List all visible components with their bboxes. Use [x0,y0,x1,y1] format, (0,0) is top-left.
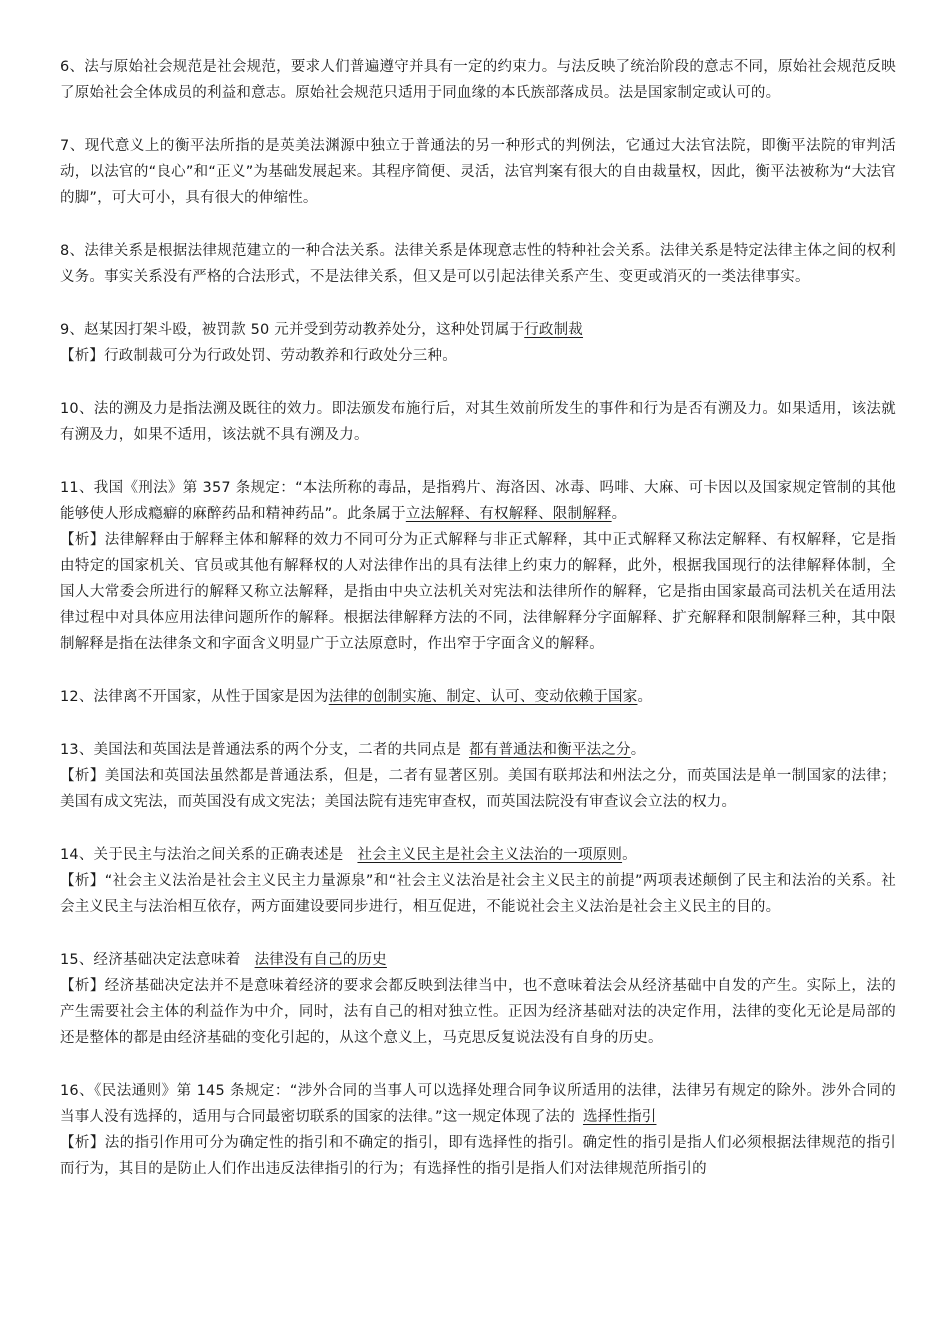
item-13 [60,737,896,815]
answer-underlined: 都有普通法和衡平法之分 [469,742,631,758]
item-7 [60,133,896,211]
item-text: 10、法的溯及力是指法溯及既往的效力。即法颁发布施行后，对其生效前所发生的事件和行为是否有溯及力。如果适用，该法就有溯及力，如果不适用，该法就不具有溯及力。 [60,401,896,443]
document-page [60,54,896,1209]
item-analysis: 【析】法律解释由于解释主体和解释的效力不同可分为正式解释与非正式解释，其中正式解释又称法定解释、有权解释，它是指由特定的国家机关、官员或其他有解释权的人对法律作出的具有法律上约束力的解释，此外，根据我国现行的法律解释体制，全国人大常委会所进行的解释又称立法解释，是指由中央立法机关对宪法和法律所作的解释，它是指由国家最高司法机关在适用法律过程中对具体应用法律问题所作的解释。根据法律解释方法的不同，法律解释分字面解释、扩充解释和限制解释三种，其中限制解释是指在法律条文和字面含义明显广于立法原意时，作出窄于字面含义的解释。 [60,532,896,652]
item-analysis: 【析】“社会主义法治是社会主义民主力量源泉”和“社会主义法治是社会主义民主的前提”两项表述颠倒了民主和法治的关系。社会主义民主与法治相互依存，两方面建设要同步进行，相互促进，不能说社会主义法治是社会主义民主的目的。 [60,873,896,915]
item-analysis: 【析】行政制裁可分为行政处罚、劳动教养和行政处分三种。 [60,348,457,364]
item-question [60,737,896,763]
answer-underlined: 立法解释、有权解释、限制解释 [405,506,612,522]
item-15 [60,947,896,1051]
item-analysis: 【析】经济基础决定法并不是意味着经济的要求会都反映到法律当中，也不意味着法会从经济基础中自发的产生。实际上，法的产生需要社会主体的利益作为中介，同时，法有自己的相对独立性。正因为经济基础对法的决定作用，法律的变化无论是局部的还是整体的都是由经济基础的变化引起的，从这个意义上，马克思反复说法没有自身的历史。 [60,978,896,1046]
answer-underlined: 选择性指引 [582,1109,657,1125]
question-tail: 。 [630,742,646,758]
answer-underlined: 行政制裁 [524,322,584,338]
item-question [60,1078,896,1130]
question-tail: 。 [637,689,653,705]
item-12 [60,684,896,710]
item-8 [60,238,896,290]
item-question [60,475,896,527]
question-tail: 。 [611,506,627,522]
question-text: 13、美国法和英国法是普通法系的两个分支，二者的共同点是 [60,742,462,758]
item-11 [60,475,896,657]
answer-underlined: 社会主义民主是社会主义法治的一项原则 [357,847,623,863]
item-question [60,947,896,973]
item-analysis: 【析】法的指引作用可分为确定性的指引和不确定的指引，即有选择性的指引。确定性的指引是指人们必须根据法律规范的指引而行为，其目的是防止人们作出违反法律指引的行为；有选择性的指引是指人们对法律规范所指引的 [60,1135,896,1177]
item-9 [60,317,896,369]
item-analysis: 【析】美国法和英国法虽然都是普通法系，但是，二者有显著区别。美国有联邦法和州法之分，而英国法是单一制国家的法律；美国有成文宪法，而英国没有成文宪法；美国法院有违宪审查权，而英国法院没有审查议会立法的权力。 [60,768,896,810]
item-16 [60,1078,896,1182]
item-question [60,317,896,343]
item-10 [60,396,896,448]
question-text: 16、《民法通则》第 145 条规定：“涉外合同的当事人可以选择处理合同争议所适用的法律，法律另有规定的除外。涉外合同的当事人没有选择的，适用与合同最密切联系的国家的法律。”这一规定体现了法的 [60,1083,896,1125]
answer-underlined: 法律没有自己的历史 [254,952,387,968]
item-question [60,684,896,710]
question-text: 9、赵某因打架斗殴，被罚款 50 元并受到劳动教养处分，这种处罚属于 [60,322,525,338]
question-text: 15、经济基础决定法意味着 [60,952,241,968]
item-question [60,842,896,868]
item-6 [60,54,896,106]
question-tail: 。 [622,847,637,863]
question-text: 14、关于民主与法治之间关系的正确表述是 [60,847,344,863]
item-text: 8、法律关系是根据法律规范建立的一种合法关系。法律关系是体现意志性的特种社会关系。法律关系是特定法律主体之间的权利义务。事实关系没有严格的合法形式，不是法律关系，但又是可以引起法律关系产生、变更或消灭的一类法律事实。 [60,243,896,285]
question-text: 12、法律离不开国家，从性于国家是因为 [60,689,329,705]
item-14 [60,842,896,920]
question-text: 11、我国《刑法》第 357 条规定：“本法所称的毒品，是指鸦片、海洛因、冰毒、吗啡、大麻、可卡因以及国家规定管制的其他能够使人形成瘾癖的麻醉药品和精神药品”。此条属于 [60,480,896,522]
item-text: 6、法与原始社会规范是社会规范，要求人们普遍遵守并具有一定的约束力。与法反映了统治阶段的意志不同，原始社会规范反映了原始社会全体成员的利益和意志。原始社会规范只适用于同血缘的本氏族部落成员。法是国家制定或认可的。 [60,59,896,101]
answer-underlined: 法律的创制实施、制定、认可、变动依赖于国家 [328,689,638,705]
item-text: 7、现代意义上的衡平法所指的是英美法渊源中独立于普通法的另一种形式的判例法，它通过大法官法院，即衡平法院的审判活动，以法官的“良心”和“正义”为基础发展起来。其程序简便、灵活，法官判案有很大的自由裁量权，因此，衡平法被称为“大法官的脚”，可大可小，具有很大的伸缩性。 [60,138,896,206]
